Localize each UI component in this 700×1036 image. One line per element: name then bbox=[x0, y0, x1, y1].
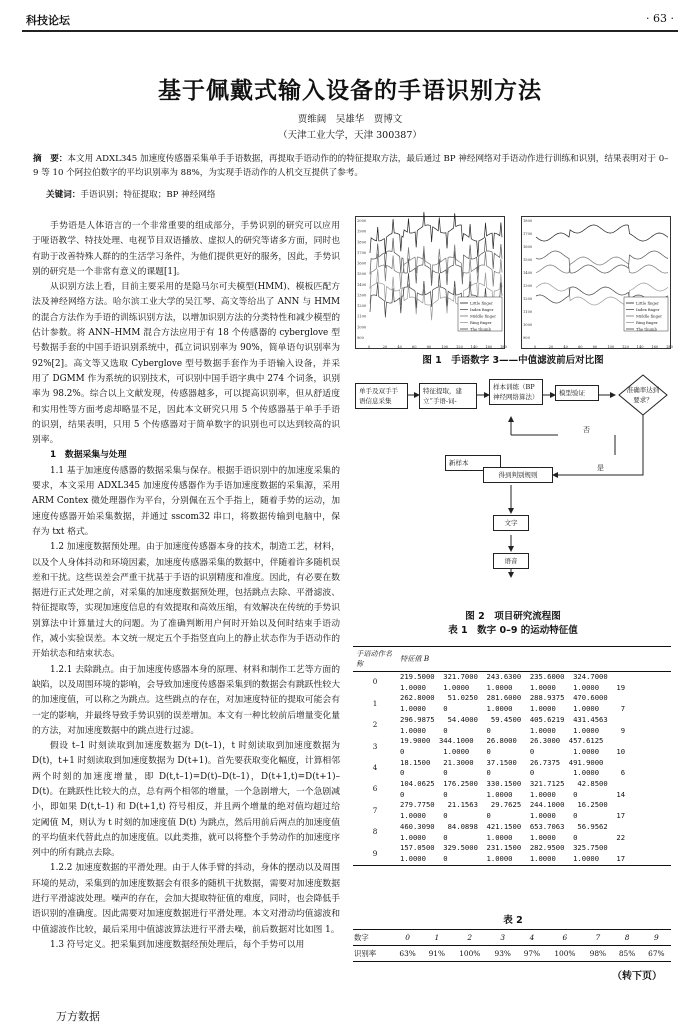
abstract bbox=[33, 152, 670, 180]
keywords bbox=[46, 188, 666, 200]
y-tick-label: 1100 bbox=[357, 314, 367, 319]
feature-values: 1.0000 0 1.0000 1.0000 1.0000 17 bbox=[397, 854, 671, 865]
feature-values: 1.0000 0 1.0000 1.0000 0 22 bbox=[400, 832, 626, 842]
body-paragraph: 手势语是人体语言的一个非常重要的组成部分，手势识别的研究可以应用于哑语教学、特技处理、电视节目双语播放、虚拟人的研究等诸多方面，同时也有助于改善特殊人群的的生活学习条件，为他们提供更好的服务，因此，手势识别的研究是一个非常有意义的课题[1]。 bbox=[32, 221, 340, 277]
figure-2-flowchart bbox=[353, 375, 671, 605]
y-tick-label: 1800 bbox=[357, 240, 367, 245]
table-row bbox=[353, 779, 671, 790]
table-row bbox=[353, 726, 671, 737]
table-row bbox=[353, 843, 671, 854]
digit-cell: 0 bbox=[393, 930, 422, 946]
table-row bbox=[353, 790, 671, 801]
feature-values: 19.9000 344.1000 26.8000 26.3000 457.6125 bbox=[400, 736, 604, 746]
table-1-caption: 表 1 数字 0–9 的运动特征值 bbox=[448, 625, 578, 636]
abstract-label: 摘 要： bbox=[33, 154, 68, 164]
digit-cell: 9 bbox=[642, 930, 671, 946]
flow-arrows bbox=[353, 375, 671, 605]
feature-values: 0 1.0000 0 0 1.0000 10 bbox=[400, 746, 626, 756]
x-tick-label: 120 bbox=[456, 345, 463, 349]
body-paragraph: 1.2.2 加速度数据的平滑处理。由于人体手臂的抖动，身体的摆动以及周围环境的晃动，采集到的加速度数据会有很多的随机干扰数据，需要对加速度数据进行平滑滤波处理。噪声的存在，会加大提取特征值的难度，同时，也会降低手语识别的准确度。因此需要对加速度数据进行平滑处理。本文对滑动均值滤波和中值滤波作比较，最后采用中值滤波算法进行平滑去噪，前后数据对比如图 1。 bbox=[32, 863, 340, 935]
x-tick-label: 100 bbox=[441, 345, 449, 349]
rate-cell: 100% bbox=[451, 946, 488, 962]
y-tick-label: 1000 bbox=[523, 323, 533, 327]
x-tick-label: 160 bbox=[651, 345, 659, 349]
body-paragraph: 1.2 加速度数据预处理。由于加速度传感器本身的技术，制造工艺，材料，以及个人身体抖动和环境因素，加速度传感器采集的数据中，伴随着许多随机误差和干扰。这些误差会严重干扰基于手语的识别精度和准度。因此，有必要在数据进行正式处理之前，对采集的加速度数据预处理，包括跳点去除、平滑滤波、特征提取等，实现加速度信息的有效提取和高效压缩，有效解决在传统的手势识别算法中计算量过大的问题。为了准确判断用户何时开始以及何时结束手语动作，减小实验误差。本文统一规定五个手指竖直向上的静止状态作为手语动作的开始状态和结束状态。 bbox=[32, 542, 340, 660]
body-text bbox=[32, 219, 340, 953]
body-paragraph: 1.2.1 去除跳点。由于加速度传感器本身的原理、材料和制作工艺等方面的缺陷，以及周围环境的影响，会导致加速度传感器采集到的数据会有跳跃性较大的加速度值，可以称之为跳点。这些跳点的存在，对加速度特征的提取可能会有一定的影响，并最终导致手势识别的误差增加。本文有一种比较前后增量变化量的方法，对加速度数据中的跳点进行过滤。 bbox=[32, 664, 340, 736]
y-tick-label: 2000 bbox=[357, 219, 367, 223]
flow-node-rules: 得到判别规则 bbox=[483, 467, 553, 483]
digit-cell: 1 bbox=[422, 930, 451, 946]
keywords-label: 关键词： bbox=[46, 190, 81, 200]
x-tick-label: 60 bbox=[412, 345, 417, 349]
table-1 bbox=[353, 646, 671, 866]
y-tick-label: 1800 bbox=[523, 219, 533, 223]
table-row bbox=[353, 704, 671, 715]
x-tick-label: 40 bbox=[563, 345, 568, 349]
feature-values: 104.0625 176.2500 330.1500 321.7125 42.8500 bbox=[400, 779, 608, 789]
table-row bbox=[353, 683, 671, 694]
digit-cell: 4 bbox=[517, 930, 546, 946]
series-line bbox=[536, 251, 668, 273]
rate-cell: 85% bbox=[612, 946, 641, 962]
x-tick-label: 0 bbox=[534, 345, 537, 349]
legend-entry: Index finger bbox=[636, 307, 660, 312]
y-tick-label: 1400 bbox=[357, 282, 367, 287]
flow-node-verify: 模型验证 bbox=[555, 385, 599, 401]
rate-cell: 63% bbox=[393, 946, 422, 962]
digit-cell: 1 bbox=[372, 698, 378, 708]
digit-cell: 2 bbox=[451, 930, 488, 946]
authors: 贾维阔 吴雄华 贾博文 bbox=[297, 114, 403, 125]
y-tick-label: 1300 bbox=[357, 293, 367, 298]
x-tick-label: 40 bbox=[397, 345, 402, 349]
feature-values: 1.0000 0 0 1.0000 1.0000 9 bbox=[400, 725, 626, 735]
legend-entry: The thumb bbox=[636, 326, 657, 332]
y-tick-label: 1300 bbox=[523, 284, 533, 288]
y-tick-label: 900 bbox=[357, 336, 364, 340]
table-row bbox=[353, 833, 671, 844]
x-tick-label: 80 bbox=[592, 345, 598, 349]
x-tick-label: 100 bbox=[607, 345, 615, 349]
x-tick-label: 20 bbox=[548, 345, 554, 349]
legend-entry: Little finger bbox=[470, 300, 493, 306]
rate-cell: 98% bbox=[583, 946, 612, 962]
legend-entry: The thumb bbox=[470, 326, 491, 332]
plot-before-filter bbox=[355, 216, 505, 349]
y-tick-label: 1200 bbox=[357, 304, 367, 309]
series-line bbox=[370, 238, 502, 286]
feature-values: 296.9875 54.4000 59.4500 405.6219 431.4563 bbox=[400, 714, 608, 724]
keywords-text: 手语识别；特征提取；BP 神经网络 bbox=[80, 190, 216, 200]
feature-values: 279.7750 21.1563 29.7625 244.1000 16.2500 bbox=[400, 800, 608, 810]
x-tick-label: 20 bbox=[382, 345, 388, 349]
table-row bbox=[353, 736, 671, 747]
legend-entry: Little finger bbox=[636, 300, 659, 306]
x-tick-label: 180 bbox=[500, 345, 507, 349]
body-paragraph: 假设 t–1 时刻读取到加速度数据为 D(t–1)，t 时刻读取到加速度数据为 D(t)，t+1 时刻读取到加速度数据为 D(t+1)。首先要获取变化幅度，计算相邻两个时刻的加速度增量，即 D(t,t–1)=D(t)–D(t–1)，D(t+1,t)=D(t+1)–D(t)。在跳跃性比较大的点，总有两个相邻的增量，一个急剧增大，一个急剧减小，即如果 D(t,t–1) 和 D(t+1,t) 符号相反，并且两个增量的绝对值均超过给定阈值 M，则认为 t 时刻的加速度值 D(t) 为跳点，然后用前后两点的加速度值的平均值来代替此点的加速度值。以此类推，就可以将整个手势动作的加速度序列中的所有跳点去除。 bbox=[32, 741, 340, 859]
feature-values: 0 0 0 0 1.0000 6 bbox=[400, 768, 626, 778]
y-tick-label: 1000 bbox=[357, 325, 367, 330]
x-tick-label: 160 bbox=[485, 345, 493, 349]
rate-cell: 100% bbox=[547, 946, 584, 962]
section-heading: 1 数据采集与处理 bbox=[50, 450, 127, 461]
digit-cell: 4 bbox=[372, 762, 378, 772]
continued-note: （转下页） bbox=[612, 971, 662, 982]
feature-values: 219.5000 321.7000 243.6300 235.6000 324.7000 bbox=[400, 672, 608, 681]
table-row bbox=[353, 822, 671, 833]
y-tick-label: 1400 bbox=[523, 271, 533, 275]
y-tick-label: 1500 bbox=[523, 258, 533, 262]
plot-after-filter bbox=[521, 216, 671, 349]
series-line bbox=[536, 257, 668, 273]
y-tick-label: 1100 bbox=[523, 310, 533, 314]
x-tick-label: 180 bbox=[666, 345, 673, 349]
digit-cell: 8 bbox=[372, 827, 378, 837]
y-tick-label: 1700 bbox=[357, 250, 367, 255]
digit-cell: 6 bbox=[372, 784, 378, 794]
legend-entry: Index finger bbox=[470, 307, 494, 312]
rate-cell: 97% bbox=[517, 946, 546, 962]
table-row bbox=[353, 693, 671, 704]
legend-entry: Ring finger bbox=[636, 320, 658, 325]
y-tick-label: 900 bbox=[523, 336, 530, 340]
figure-2-caption: 图 2 项目研究流程图 bbox=[465, 611, 561, 622]
flow-node-newsample: 新样本 bbox=[445, 455, 501, 471]
digit-cell: 6 bbox=[547, 930, 584, 946]
feature-values: 1.0000 0 1.0000 1.0000 1.0000 7 bbox=[400, 704, 626, 714]
running-header bbox=[22, 10, 678, 32]
rate-cell: 67% bbox=[642, 946, 671, 962]
digit-cell: 9 bbox=[353, 843, 397, 865]
digit-cell: 3 bbox=[372, 741, 378, 751]
rate-cell: 93% bbox=[488, 946, 517, 962]
body-paragraph: 1.3 符号定义。把采集到加速度数据经预处理后，每个手势可以用 bbox=[50, 939, 305, 950]
y-tick-label: 1200 bbox=[523, 297, 533, 301]
digit-cell: 8 bbox=[612, 930, 641, 946]
table-row bbox=[353, 811, 671, 822]
figure-1-caption: 图 1 手语数字 3——中值滤波前后对比图 bbox=[422, 355, 604, 366]
digit-cell: 7 bbox=[583, 930, 612, 946]
y-tick-label: 1500 bbox=[357, 272, 367, 277]
flow-node-decision: 准确率达到要求？ bbox=[626, 386, 660, 404]
table-row bbox=[353, 715, 671, 726]
flow-node-voice: 语音 bbox=[493, 553, 529, 569]
flow-node-text: 文字 bbox=[493, 515, 529, 531]
legend-entry: Ring finger bbox=[470, 320, 492, 325]
digit-cell: 0 bbox=[372, 677, 378, 687]
y-tick-label: 1700 bbox=[523, 232, 533, 236]
article-title: 基于佩戴式输入设备的手语识别方法 bbox=[158, 78, 542, 104]
page-number: · 63 · bbox=[646, 12, 674, 25]
rate-cell: 91% bbox=[422, 946, 451, 962]
feature-values: 0 0 1.0000 1.0000 0 14 bbox=[400, 789, 626, 799]
series-line bbox=[536, 225, 668, 241]
table-row bbox=[353, 854, 671, 865]
digit-cell: 3 bbox=[488, 930, 517, 946]
legend-entry: Middle finger bbox=[636, 313, 663, 319]
x-tick-label: 60 bbox=[578, 345, 583, 349]
table-2-caption: 表 2 bbox=[503, 915, 523, 926]
y-tick-label: 1600 bbox=[357, 261, 367, 266]
series-line bbox=[370, 212, 502, 257]
feature-values: 262.8000 51.0250 281.6000 288.9375 470.6000 bbox=[400, 693, 608, 703]
table-1-header-name: 手语动作名称 bbox=[353, 647, 397, 672]
flow-node-feature: 特征提取，建立“手语-词- bbox=[419, 383, 477, 409]
x-tick-label: 80 bbox=[426, 345, 432, 349]
table-row bbox=[353, 758, 671, 769]
digit-cell: 7 bbox=[372, 805, 378, 815]
table-row bbox=[353, 768, 671, 779]
feature-values: 1.0000 0 0 1.0000 0 17 bbox=[400, 811, 626, 821]
feature-values: 460.3090 84.0898 421.1500 653.7063 56.9562 bbox=[400, 821, 608, 831]
abstract-text: 本文用 ADXL345 加速度传感器采集单手手语数据，再提取手语动作的的特征提取方法，最后通过 BP 神经网络对手语动作进行训练和识别，结果表明对于 0–9 等 10 个阿拉伯数字的平均识别率为 88%，为实现手语动作的人机交互提供了参考。 bbox=[33, 154, 669, 178]
table-row bbox=[353, 800, 671, 811]
legend-entry: Middle finger bbox=[470, 313, 497, 319]
x-tick-label: 140 bbox=[470, 345, 478, 349]
body-paragraph: 从识别方法上看，目前主要采用的是隐马尔可夫模型(HMM)、模板匹配方法及神经网络方法。哈尔滨工业大学的吴江琴、高文等给出了 ANN 与 HMM 的混合方法作为手语的训练识别方法，以增加识别方法的分类特性和减少模型的估计参数。将 ANN–HMM 混合方法应用于有 18 个传感器的 cyberglove 型号数据手套的中国手语识别系统中，孤立词识别率为 90%，简单语句识别率为 92%[2]。高文等又选取 Cyberglove 型号数据手套作为手语输入设备，并采用了 DGMM 作为系统的识别技术，可识别中国手语字典中 274 个词条，识别率为 98.2%。综合以上文献发现，传感器越多，可以提高识别率，但从舒适度和实用性等方面考虑却略显不足，因此本文研究只用 5 个传感器基于单手手语的识别，结果表明，只用 5 个传感器对于简单数字的识别也可以达到较高的识别率。 bbox=[32, 282, 340, 446]
table-2 bbox=[353, 929, 671, 962]
footer-watermark: 万方数据 bbox=[56, 1010, 100, 1023]
y-tick-label: 1600 bbox=[523, 245, 533, 249]
body-paragraph: 1.1 基于加速度传感器的数据采集与保存。根据手语识别中的加速度采集的要求，本文采用 ADXL345 加速度传感器作为手语加速度数据的采集源，采用 ARM Contex 微处理器作为平台，分别佩在五个手指上，随着手势的运动，加速度传感器开始采集数据，并通过 sscom32 串口，将数据传输到电脑中，保存为 txt 格式。 bbox=[32, 465, 340, 537]
table-1-header-value: 特征值 B bbox=[397, 647, 671, 672]
feature-values: 18.1500 21.3000 37.1500 26.7375 491.9000 bbox=[400, 757, 604, 767]
feature-values: 1.0000 1.0000 1.0000 1.0000 1.0000 19 bbox=[400, 682, 626, 692]
flow-label-yes: 是 bbox=[597, 464, 604, 472]
legend bbox=[624, 297, 668, 332]
legend bbox=[458, 297, 502, 332]
y-tick-label: 1900 bbox=[357, 229, 367, 234]
table-2-label-digit: 数字 bbox=[353, 930, 393, 946]
x-tick-label: 140 bbox=[636, 345, 644, 349]
flow-node-collect: 单手及双手手语信息采集 bbox=[355, 383, 408, 409]
table-row bbox=[353, 672, 671, 683]
affiliation: （天津工业大学，天津 300387） bbox=[278, 130, 422, 141]
flow-label-no: 否 bbox=[583, 426, 590, 434]
table-2-label-rate: 识别率 bbox=[353, 946, 393, 962]
x-tick-label: 0 bbox=[368, 345, 371, 349]
column-name: 科技论坛 bbox=[26, 14, 70, 27]
flow-node-train: 样本训练（BP 神经网络算法） bbox=[489, 379, 543, 405]
table-row bbox=[353, 747, 671, 758]
feature-values: 157.0500 329.5000 231.1500 282.9500 325.7500 bbox=[400, 843, 608, 853]
digit-cell: 2 bbox=[372, 720, 378, 730]
figure-1 bbox=[355, 216, 671, 349]
x-tick-label: 120 bbox=[622, 345, 629, 349]
